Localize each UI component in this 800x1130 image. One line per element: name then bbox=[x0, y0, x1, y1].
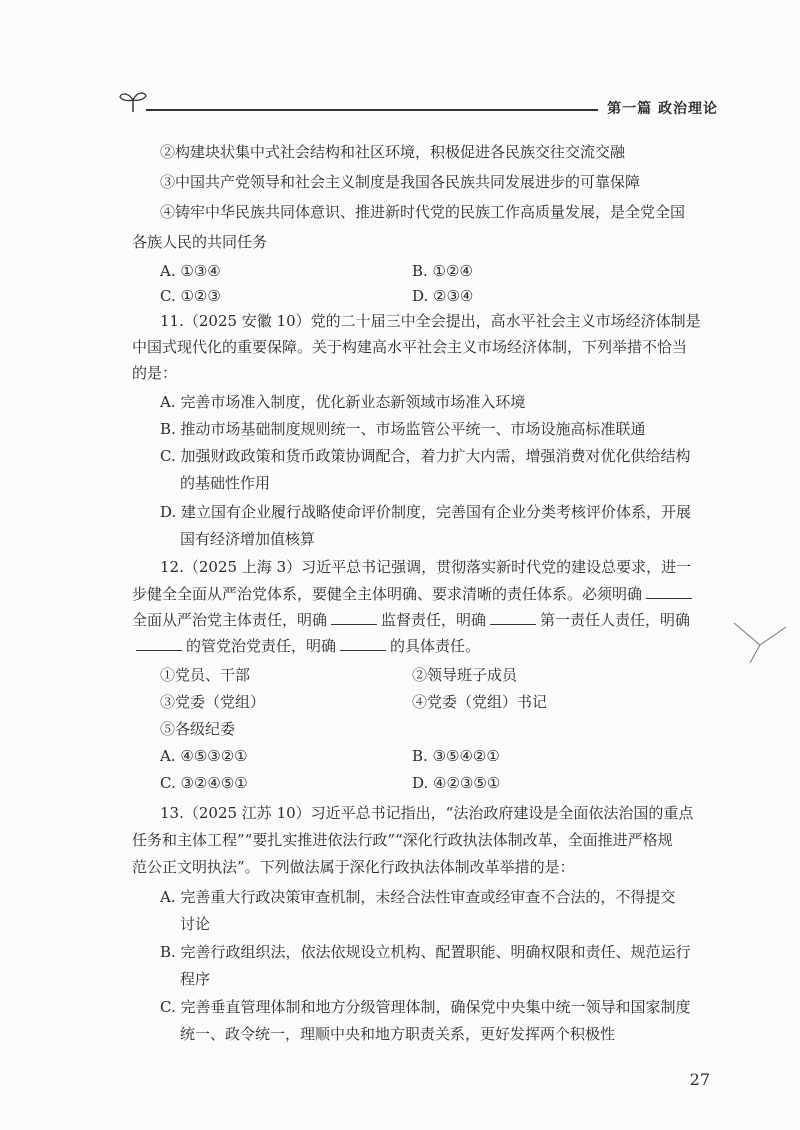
q12-blank-3 bbox=[490, 610, 536, 625]
q13-option-a: A. 完善重大行政决策审查机制，未经合法性审查或经审查不合法的，不得提交 bbox=[160, 888, 676, 906]
q12-stem-text: 的管党治党责任，明确 bbox=[186, 637, 337, 655]
q13-stem-line-3: 范公正文明执法”。下列做法属于深化行政执法体制改革举措的是： bbox=[132, 858, 575, 876]
q12-blank-1 bbox=[646, 584, 692, 599]
q11-option-b: B. 推动市场基础制度规则统一、市场监管公平统一、市场设施高标准联通 bbox=[160, 420, 646, 438]
q13-option-b: B. 完善行政组织法，依法依规设立机构、配置职能、明确权限和责任、规范运行 bbox=[160, 943, 691, 961]
q12-blank-4 bbox=[136, 636, 182, 651]
q10-option-c: C. ①②③ bbox=[160, 287, 221, 305]
q12-blank-2 bbox=[331, 610, 377, 625]
q12-stem-text: 全面从严治党主体责任，明确 bbox=[132, 611, 328, 629]
q11-option-c: C. 加强财政政策和货币政策协调配合，着力扩大内需，增强消费对优化供给结构 bbox=[160, 447, 691, 465]
q12-stem-text: 的具体责任。 bbox=[390, 637, 481, 655]
q11-option-c-cont: 的基础性作用 bbox=[180, 474, 271, 492]
q13-option-b-cont: 程序 bbox=[180, 970, 211, 988]
q11-stem-line-3: 的是： bbox=[132, 364, 178, 382]
q11-option-d: D. 建立国有企业履行战略使命评价制度，完善国有企业分类考核评价体系，开展 bbox=[160, 503, 692, 521]
q12-item-5: ⑤各级纪委 bbox=[160, 720, 236, 738]
q10-item-2: ②构建块状集中式社会结构和社区环境，积极促进各民族交往交流交融 bbox=[160, 143, 626, 161]
q11-option-d-cont: 国有经济增加值核算 bbox=[180, 530, 316, 548]
header-rule bbox=[146, 109, 598, 111]
q10-option-b: B. ①②④ bbox=[412, 262, 473, 280]
q10-item-3: ③中国共产党领导和社会主义制度是我国各民族共同发展进步的可靠保障 bbox=[160, 173, 641, 191]
q12-item-2: ②领导班子成员 bbox=[412, 666, 518, 684]
q13-stem-line-1: 13.（2025 江苏 10）习近平总书记指出，“法治政府建设是全面依法治国的重点 bbox=[160, 804, 694, 822]
q11-stem-line-1: 11.（2025 安徽 10）党的二十届三中全会提出，高水平社会主义市场经济体制是 bbox=[160, 312, 701, 330]
q12-stem-text: 步健全全面从严治党体系，要健全主体明确、要求清晰的责任体系。必须明确 bbox=[132, 585, 643, 603]
section-title: 第一篇 政治理论 bbox=[607, 101, 718, 117]
q13-option-a-cont: 讨论 bbox=[180, 915, 211, 933]
q10-item-4: ④铸牢中华民族共同体意识、推进新时代党的民族工作高质量发展，是全党全国 bbox=[160, 203, 686, 221]
q12-option-c: C. ③②④⑤① bbox=[160, 774, 248, 792]
q12-option-a: A. ④⑤③②① bbox=[160, 747, 248, 765]
page-header bbox=[118, 88, 718, 118]
q13-stem-line-2: 任务和主体工程”“要扎实推进依法行政”“深化行政执法体制改革，全面推进严格规 bbox=[132, 831, 673, 849]
q12-stem-text: 第一责任人责任，明确 bbox=[540, 611, 691, 629]
q13-option-c-cont: 统一、政令统一，理顺中央和地方职责关系，更好发挥两个积极性 bbox=[180, 1025, 616, 1043]
page-number: 27 bbox=[689, 1070, 710, 1089]
q12-item-1: ①党员、干部 bbox=[160, 666, 251, 684]
q12-option-d: D. ④②③⑤① bbox=[412, 774, 501, 792]
q11-stem-line-2: 中国式现代化的重要保障。关于构建高水平社会主义市场经济体制，下列举措不恰当 bbox=[132, 338, 688, 356]
pen-mark bbox=[730, 615, 790, 675]
q13-option-c: C. 完善垂直管理体制和地方分级管理体制，确保党中央集中统一领导和国家制度 bbox=[160, 998, 691, 1016]
sprout-icon bbox=[118, 88, 148, 114]
q12-stem-line-4 bbox=[132, 636, 480, 656]
q11-option-a: A. 完善市场准入制度，优化新业态新领域市场准入环境 bbox=[160, 393, 526, 411]
q12-stem-line-1: 12.（2025 上海 3）习近平总书记强调，贯彻落实新时代党的建设总要求，进一 bbox=[160, 558, 692, 576]
q12-stem-text: 监督责任，明确 bbox=[381, 611, 487, 629]
q10-option-a: A. ①③④ bbox=[160, 262, 221, 280]
q12-blank-5 bbox=[340, 636, 386, 651]
q12-stem-line-3 bbox=[132, 610, 690, 630]
q10-option-d: D. ②③④ bbox=[412, 287, 474, 305]
q12-option-b: B. ③⑤④②① bbox=[412, 747, 500, 765]
q12-item-4: ④党委（党组）书记 bbox=[412, 693, 548, 711]
q12-item-3: ③党委（党组） bbox=[160, 693, 266, 711]
q10-item-4-cont: 各族人民的共同任务 bbox=[132, 233, 268, 251]
q12-stem-line-2 bbox=[132, 584, 696, 604]
